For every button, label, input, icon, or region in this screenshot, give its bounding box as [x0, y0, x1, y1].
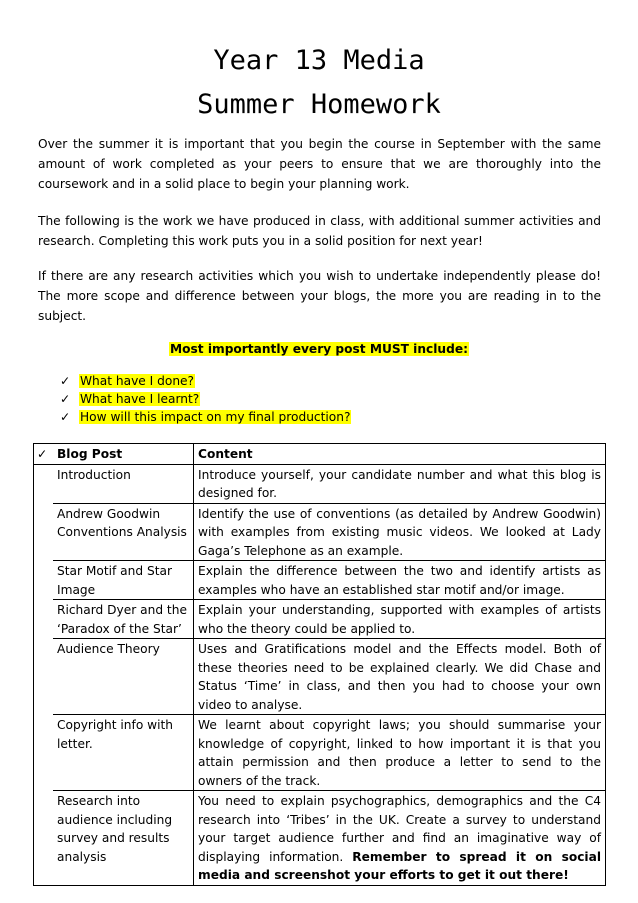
table-row	[34, 561, 606, 600]
table-row	[34, 503, 606, 561]
content-cell: Explain your understanding, supported with examples of artists who the theory could be applied to.	[194, 600, 606, 639]
checkmark-icon: ✓	[60, 410, 71, 424]
checkmark-icon: ✓	[60, 392, 71, 406]
content-cell: Uses and Gratifications model and the Effects model. Both of these theories need to be explained clearly. We did Chase and Status ‘Time’ in class, and then you had to choose your own video to analyse.	[194, 639, 606, 715]
list-item-text: How will this impact on my final production?	[80, 410, 351, 424]
header-checkmark-icon: ✓	[34, 444, 54, 465]
blog-post-cell: Andrew Goodwin Conventions Analysis	[53, 503, 194, 561]
table-header-row	[34, 444, 606, 465]
content-emphasis: Remember to spread it on social media and screenshot your efforts to get it out there!	[198, 849, 601, 882]
checkmark-icon: ✓	[60, 374, 71, 388]
list-item-text: What have I learnt?	[80, 392, 200, 406]
title-line-1: Year 13 Media	[213, 45, 425, 76]
content-cell	[194, 791, 606, 886]
blog-post-cell: Research into audience including survey and results analysis	[53, 791, 194, 886]
post-requirements-list	[60, 372, 351, 426]
content-cell: Explain the difference between the two and identify artists as examples who have an established star motif and/or image.	[194, 561, 606, 600]
content-cell: We learnt about copyright laws; you should summarise your knowledge of copyright, linked to how important it is that you attain permission and then produce a letter to send to the owners of the track.	[194, 715, 606, 791]
blog-post-cell: Copyright info with letter.	[53, 715, 194, 791]
blog-post-cell: Star Motif and Star Image	[53, 561, 194, 600]
blog-post-cell: Richard Dyer and the ‘Paradox of the Star’	[53, 600, 194, 639]
table-row	[34, 791, 606, 886]
important-note	[0, 340, 638, 358]
title-line-2: Summer Homework	[197, 89, 441, 120]
content-cell: Introduce yourself, your candidate number and what this blog is designed for.	[194, 464, 606, 503]
table-row	[34, 600, 606, 639]
content-cell: Identify the use of conventions (as detailed by Andrew Goodwin) with examples from existing music videos. We looked at Lady Gaga’s Telephone as an example.	[194, 503, 606, 561]
blog-post-cell: Audience Theory	[53, 639, 194, 715]
blog-post-table	[33, 443, 606, 886]
column-header-blog-post: Blog Post	[53, 444, 194, 465]
blog-post-cell: Introduction	[53, 464, 194, 503]
list-item-text: What have I done?	[80, 374, 195, 388]
column-header-content: Content	[194, 444, 606, 465]
intro-paragraph: Over the summer it is important that you begin the course in September with the same amount of work completed as your peers to ensure that we are thoroughly into the coursework and in a solid place to begin your planning work.	[38, 137, 601, 191]
important-note-text: Most importantly every post MUST include:	[170, 342, 468, 356]
table-row	[34, 715, 606, 791]
list-item	[60, 390, 351, 408]
table-row	[34, 464, 606, 503]
list-item	[60, 372, 351, 390]
list-item	[60, 408, 351, 426]
content-text: You need to explain psychographics, demographics and the C4 research into ‘Tribes’ in the UK. Create a survey to understand your target audience further and find an imaginative way of displaying information.	[198, 794, 601, 864]
research-paragraph: If there are any research activities which you wish to undertake independently please do! The more scope and difference between your blogs, the more you are reading in to the subject.	[38, 269, 601, 323]
work-paragraph: The following is the work we have produced in class, with additional summer activities and research. Completing this work puts you in a solid position for next year!	[38, 214, 601, 248]
table-row	[34, 639, 606, 715]
